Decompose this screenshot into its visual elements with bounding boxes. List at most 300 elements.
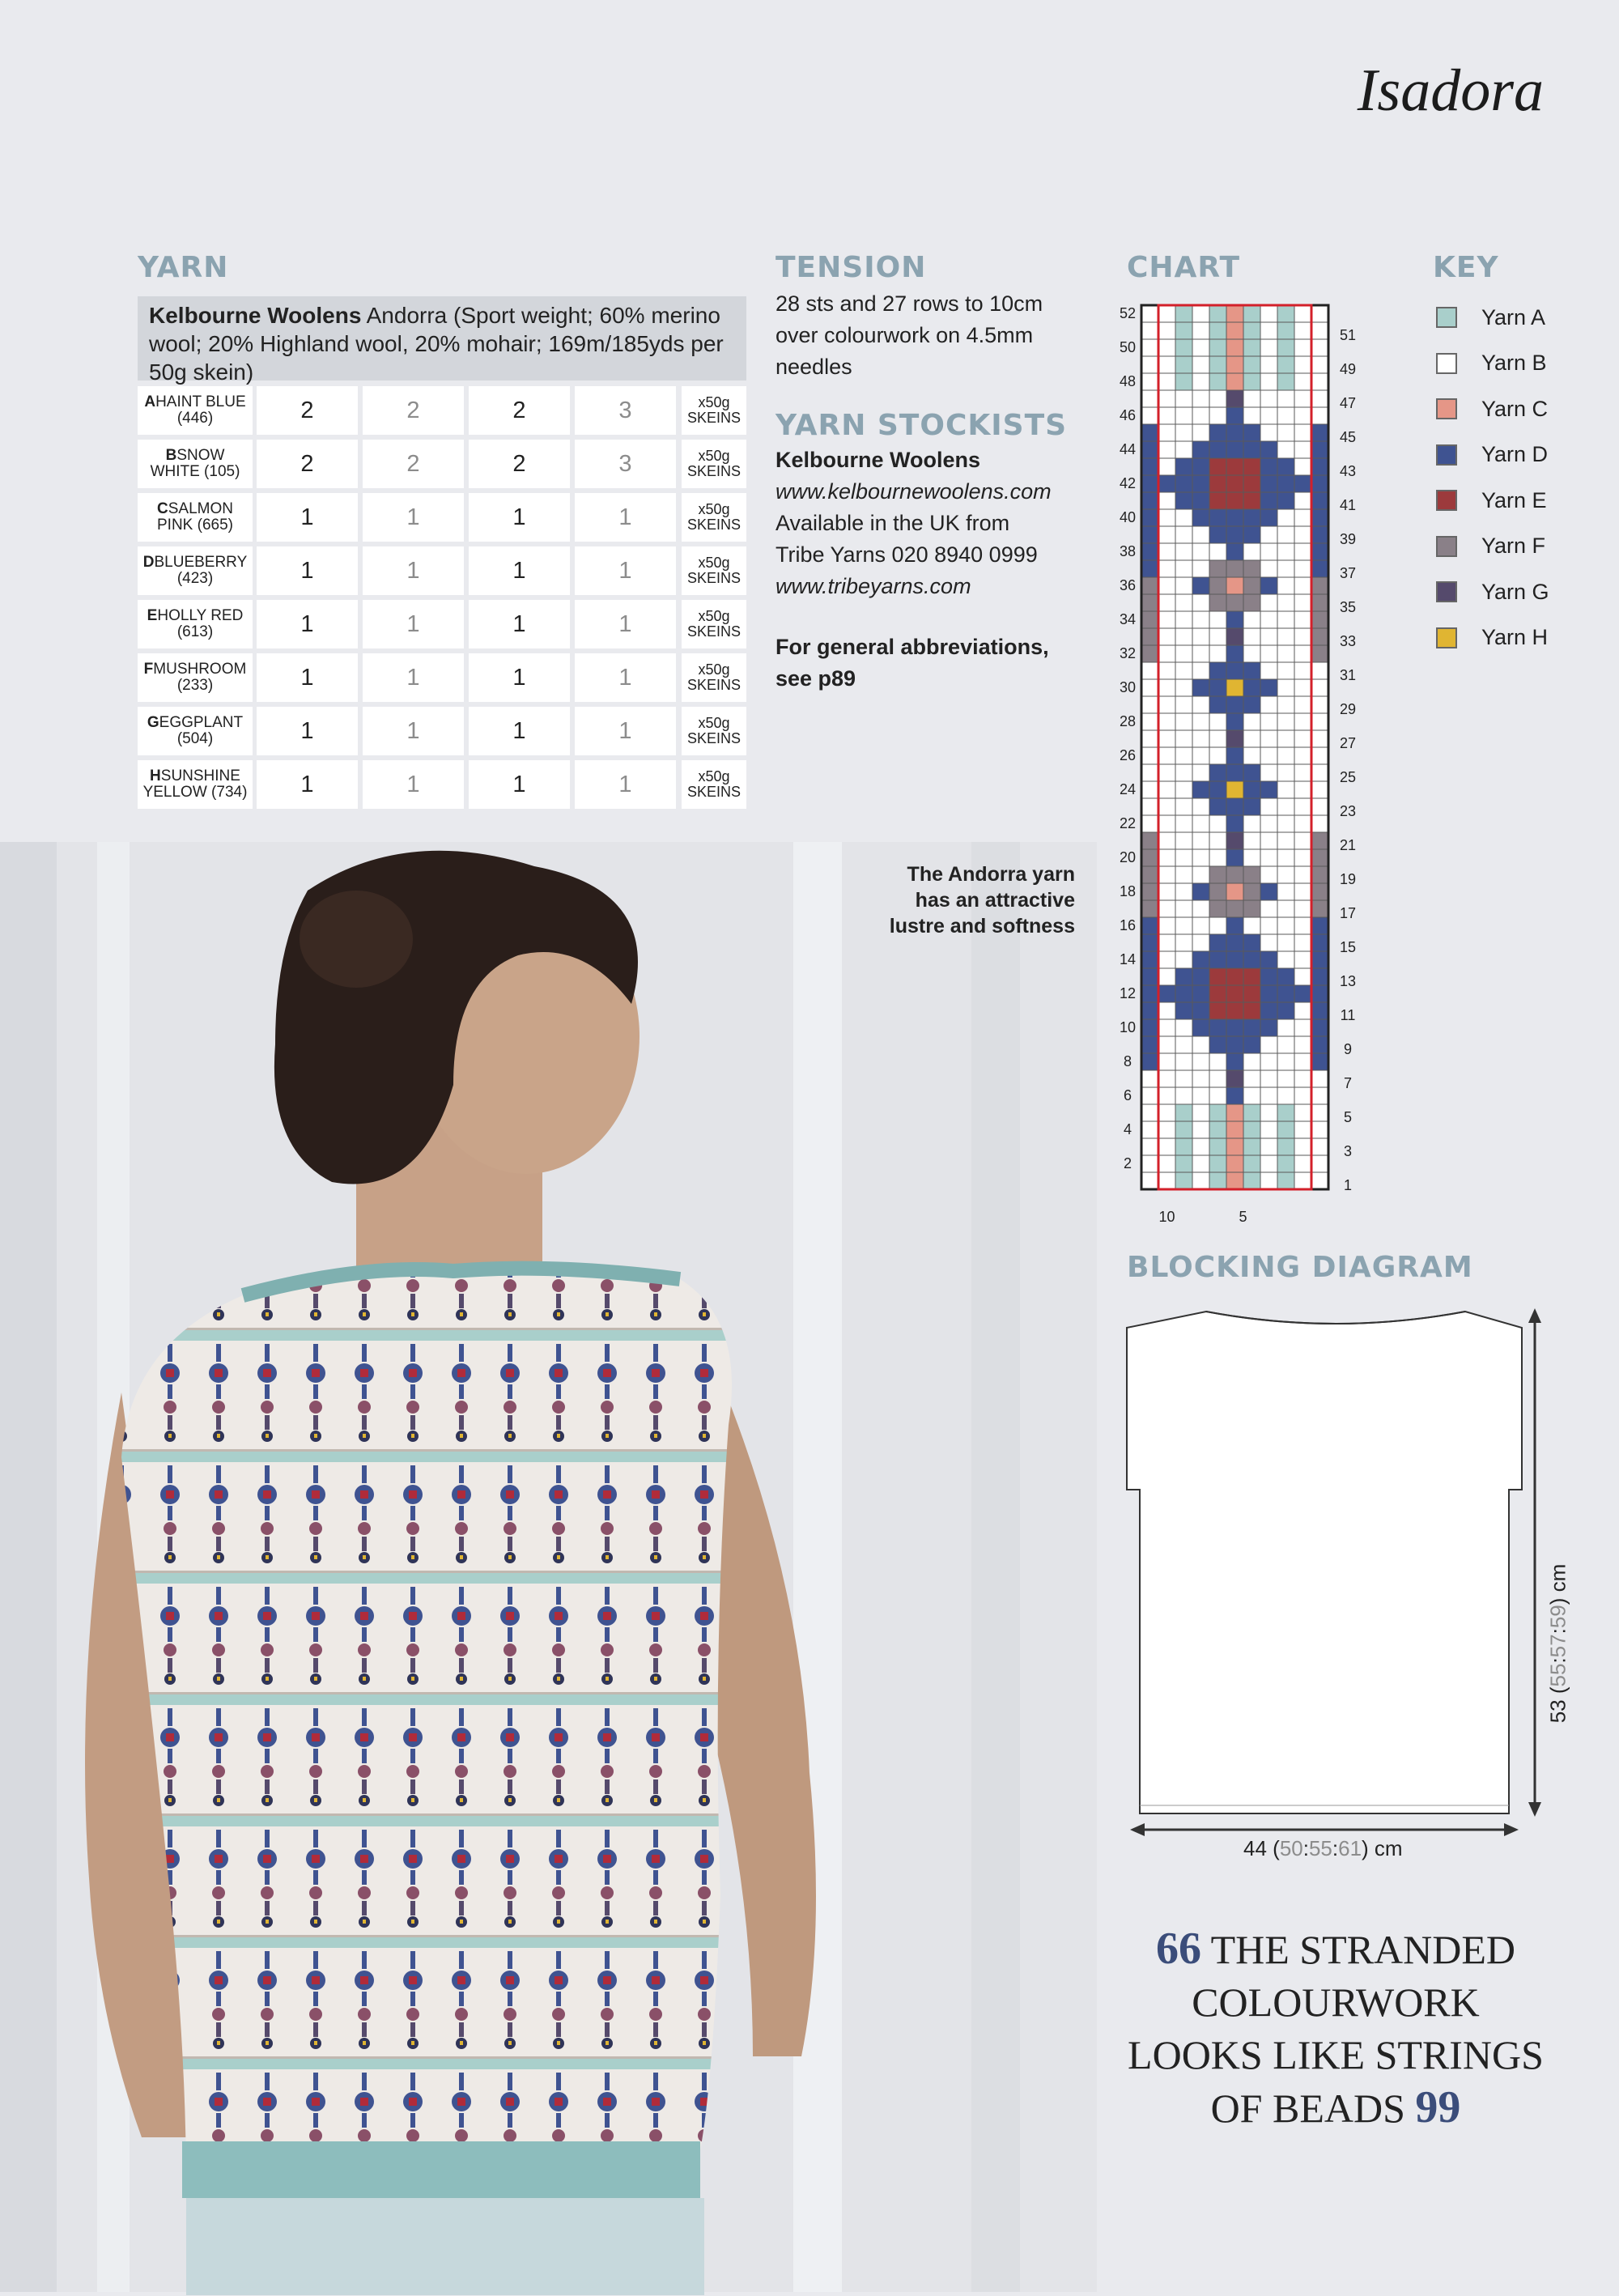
chart-stitch bbox=[1209, 373, 1226, 390]
chart-stitch bbox=[1226, 1121, 1243, 1138]
chart-stitch bbox=[1294, 951, 1311, 968]
chart-stitch bbox=[1158, 985, 1175, 1002]
chart-stitch bbox=[1294, 509, 1311, 526]
chart-stitch bbox=[1243, 1138, 1260, 1155]
chart-stitch bbox=[1192, 305, 1209, 322]
chart-stitch bbox=[1209, 475, 1226, 492]
chart-stitch bbox=[1294, 628, 1311, 645]
yarn-quantity: 1 bbox=[363, 760, 464, 809]
chart-stitch bbox=[1243, 305, 1260, 322]
chart-stitch bbox=[1158, 441, 1175, 458]
chart-stitch bbox=[1311, 1121, 1328, 1138]
colour-swatch bbox=[1436, 490, 1457, 511]
chart-stitch bbox=[1158, 1172, 1175, 1189]
key-label: Yarn G bbox=[1481, 579, 1549, 604]
chart-stitch bbox=[1260, 1002, 1277, 1019]
yarn-code: (446) bbox=[176, 410, 214, 427]
chart-stitch bbox=[1243, 951, 1260, 968]
yarn-quantity: 1 bbox=[363, 546, 464, 595]
chart-stitch bbox=[1141, 917, 1158, 934]
chart-stitch bbox=[1141, 781, 1158, 798]
chart-stitch bbox=[1294, 492, 1311, 509]
chart-stitch bbox=[1158, 577, 1175, 594]
chart-stitch bbox=[1192, 866, 1209, 883]
chart-stitch bbox=[1226, 1070, 1243, 1087]
chart-stitch bbox=[1294, 1087, 1311, 1104]
chart-stitch bbox=[1175, 1155, 1192, 1172]
chart-stitch bbox=[1311, 917, 1328, 934]
dim-part: : bbox=[1302, 1836, 1309, 1860]
chart-stitch bbox=[1294, 781, 1311, 798]
chart-stitch bbox=[1260, 492, 1277, 509]
chart-stitch bbox=[1175, 492, 1192, 509]
chart-stitch bbox=[1277, 1121, 1294, 1138]
chart-stitch bbox=[1277, 628, 1294, 645]
chart-stitch bbox=[1277, 356, 1294, 373]
yarn-colour-name bbox=[138, 440, 253, 488]
chart-stitch bbox=[1243, 356, 1260, 373]
chart-stitch bbox=[1277, 951, 1294, 968]
chart-stitch bbox=[1260, 1070, 1277, 1087]
chart-stitch bbox=[1243, 577, 1260, 594]
chart-stitch bbox=[1294, 475, 1311, 492]
chart-stitch bbox=[1158, 1155, 1175, 1172]
chart-stitch bbox=[1260, 985, 1277, 1002]
chart-stitch bbox=[1277, 611, 1294, 628]
chart-stitch bbox=[1260, 424, 1277, 441]
chart-stitch bbox=[1243, 526, 1260, 543]
chart-stitch bbox=[1158, 968, 1175, 985]
tension-line: 28 sts and 27 rows to 10cm bbox=[776, 291, 1043, 316]
chart-row-label: 12 bbox=[1119, 984, 1137, 1001]
caption-line: The Andorra yarn bbox=[907, 863, 1075, 886]
chart-stitch bbox=[1141, 730, 1158, 747]
chart-stitch bbox=[1294, 1002, 1311, 1019]
table-row bbox=[138, 386, 746, 435]
chart-stitch bbox=[1192, 1121, 1209, 1138]
colour-swatch bbox=[1436, 581, 1457, 602]
chart-stitch bbox=[1158, 832, 1175, 849]
chart-stitch bbox=[1260, 441, 1277, 458]
chart-stitch bbox=[1158, 1104, 1175, 1121]
chart-stitch bbox=[1260, 356, 1277, 373]
chart-stitch bbox=[1243, 424, 1260, 441]
chart-stitch bbox=[1158, 305, 1175, 322]
chart-stitch bbox=[1294, 713, 1311, 730]
chart-stitch bbox=[1141, 883, 1158, 900]
chart-row-label: 18 bbox=[1119, 882, 1137, 899]
yarn-unit: x50g SKEINS bbox=[682, 440, 746, 488]
chart-stitch bbox=[1175, 934, 1192, 951]
chart-stitch bbox=[1175, 305, 1192, 322]
chart-stitch bbox=[1311, 526, 1328, 543]
yarn-quantity: 3 bbox=[575, 440, 676, 488]
chart-stitch bbox=[1294, 764, 1311, 781]
chart-stitch bbox=[1175, 730, 1192, 747]
yarn-name: HOLLY RED bbox=[157, 607, 244, 624]
chart-stitch bbox=[1311, 781, 1328, 798]
yarn-quantity: 1 bbox=[363, 600, 464, 648]
abbrev-line: see p89 bbox=[776, 666, 856, 691]
chart-stitch bbox=[1277, 424, 1294, 441]
model-photo-illustration bbox=[0, 842, 1097, 2292]
chart-stitch bbox=[1209, 628, 1226, 645]
chart-stitch bbox=[1311, 492, 1328, 509]
chart-row-label: 11 bbox=[1340, 1006, 1356, 1023]
stockist-line: Tribe Yarns 020 8940 0999 bbox=[776, 542, 1038, 567]
chart-stitch bbox=[1209, 1138, 1226, 1155]
chart-stitch bbox=[1311, 645, 1328, 662]
chart-stitch bbox=[1226, 407, 1243, 424]
chart-row-label: 13 bbox=[1339, 972, 1357, 989]
chart-stitch bbox=[1277, 509, 1294, 526]
chart-stitch bbox=[1294, 356, 1311, 373]
chart-stitch bbox=[1260, 322, 1277, 339]
yarn-letter: C bbox=[157, 500, 168, 517]
table-row bbox=[138, 600, 746, 648]
chart-stitch bbox=[1209, 934, 1226, 951]
chart-stitch bbox=[1141, 577, 1158, 594]
chart-stitch bbox=[1277, 475, 1294, 492]
chart-stitch bbox=[1192, 628, 1209, 645]
chart-stitch bbox=[1277, 594, 1294, 611]
chart-stitch bbox=[1311, 900, 1328, 917]
chart-stitch bbox=[1158, 645, 1175, 662]
chart-stitch bbox=[1226, 934, 1243, 951]
chart-stitch bbox=[1226, 322, 1243, 339]
chart-stitch bbox=[1175, 1087, 1192, 1104]
chart-stitch bbox=[1243, 934, 1260, 951]
yarn-quantity: 2 bbox=[363, 440, 464, 488]
chart-stitch bbox=[1311, 934, 1328, 951]
chart-stitch bbox=[1226, 1104, 1243, 1121]
chart-stitch bbox=[1209, 866, 1226, 883]
chart-stitch bbox=[1141, 356, 1158, 373]
chart-stitch bbox=[1277, 492, 1294, 509]
dim-part: ) cm bbox=[1362, 1836, 1403, 1860]
chart-stitch bbox=[1243, 407, 1260, 424]
colour-swatch bbox=[1436, 444, 1457, 466]
chart-stitch bbox=[1192, 424, 1209, 441]
chart-stitch bbox=[1209, 611, 1226, 628]
chart-stitch bbox=[1158, 798, 1175, 815]
chart-stitch bbox=[1277, 968, 1294, 985]
chart-stitch bbox=[1243, 645, 1260, 662]
chart-row-label: 48 bbox=[1119, 372, 1137, 389]
chart-stitch bbox=[1294, 917, 1311, 934]
chart-stitch bbox=[1209, 577, 1226, 594]
chart-stitch bbox=[1311, 764, 1328, 781]
chart-stitch bbox=[1175, 1053, 1192, 1070]
chart-stitch bbox=[1243, 1155, 1260, 1172]
chart-stitch bbox=[1260, 543, 1277, 560]
chart-stitch bbox=[1311, 883, 1328, 900]
chart-stitch bbox=[1260, 305, 1277, 322]
yarn-name: SNOW bbox=[176, 447, 225, 464]
yarn-letter: G bbox=[147, 714, 159, 731]
chart-stitch bbox=[1277, 543, 1294, 560]
chart-stitch bbox=[1226, 764, 1243, 781]
chart-stitch bbox=[1294, 424, 1311, 441]
chart-stitch bbox=[1243, 917, 1260, 934]
chart-stitch bbox=[1158, 322, 1175, 339]
stockist-url[interactable]: www.kelbournewoolens.com bbox=[776, 479, 1052, 504]
chart-stitch bbox=[1226, 883, 1243, 900]
chart-stitch bbox=[1311, 424, 1328, 441]
yarn-unit: x50g SKEINS bbox=[682, 546, 746, 595]
chart-stitch bbox=[1277, 1155, 1294, 1172]
colour-swatch bbox=[1436, 627, 1457, 648]
table-row bbox=[138, 653, 746, 702]
chart-stitch bbox=[1192, 611, 1209, 628]
chart-stitch bbox=[1158, 611, 1175, 628]
chart-row-label: 10 bbox=[1119, 1018, 1137, 1035]
abbreviations-note bbox=[776, 631, 1049, 695]
chart-stitch bbox=[1158, 883, 1175, 900]
chart-stitch bbox=[1311, 1138, 1328, 1155]
yarn-code: (613) bbox=[176, 623, 214, 640]
chart-row-label: 24 bbox=[1119, 780, 1137, 797]
chart-stitch bbox=[1141, 1155, 1158, 1172]
chart-row-label: 38 bbox=[1119, 542, 1137, 559]
chart-stitch bbox=[1192, 764, 1209, 781]
chart-stitch bbox=[1226, 781, 1243, 798]
chart-stitch bbox=[1209, 883, 1226, 900]
chart-stitch bbox=[1158, 1053, 1175, 1070]
chart-stitch bbox=[1277, 339, 1294, 356]
chart-stitch bbox=[1277, 798, 1294, 815]
chart-stitch bbox=[1175, 509, 1192, 526]
chart-stitch bbox=[1311, 662, 1328, 679]
yarn-letter: A bbox=[144, 393, 156, 410]
chart-stitch bbox=[1209, 730, 1226, 747]
chart-row-label: 49 bbox=[1339, 360, 1357, 377]
chart-stitch bbox=[1175, 1002, 1192, 1019]
chart-stitch bbox=[1209, 1121, 1226, 1138]
chart-stitch bbox=[1294, 407, 1311, 424]
table-row bbox=[138, 707, 746, 755]
chart-stitch bbox=[1175, 424, 1192, 441]
chart-stitch bbox=[1226, 492, 1243, 509]
chart-stitch bbox=[1158, 866, 1175, 883]
chart-stitch bbox=[1158, 747, 1175, 764]
chart-stitch bbox=[1175, 1070, 1192, 1087]
chart-stitch bbox=[1141, 968, 1158, 985]
colour-swatch bbox=[1436, 536, 1457, 557]
chart-stitch bbox=[1141, 815, 1158, 832]
chart-stitch bbox=[1141, 1138, 1158, 1155]
chart-stitch bbox=[1260, 934, 1277, 951]
chart-stitch bbox=[1311, 1002, 1328, 1019]
chart-stitch bbox=[1209, 917, 1226, 934]
chart-stitch bbox=[1260, 628, 1277, 645]
chart-stitch bbox=[1175, 798, 1192, 815]
chart-stitch bbox=[1141, 322, 1158, 339]
chart-stitch bbox=[1277, 1053, 1294, 1070]
chart-stitch bbox=[1277, 1087, 1294, 1104]
chart-stitch bbox=[1294, 883, 1311, 900]
chart-stitch bbox=[1277, 781, 1294, 798]
chart-stitch bbox=[1260, 458, 1277, 475]
chart-stitch bbox=[1260, 526, 1277, 543]
chart-row-label: 28 bbox=[1119, 712, 1137, 729]
chart-stitch bbox=[1260, 968, 1277, 985]
photo-caption bbox=[874, 861, 1075, 939]
chart-stitch bbox=[1209, 1002, 1226, 1019]
chart-stitch bbox=[1294, 798, 1311, 815]
chart-stitch bbox=[1277, 900, 1294, 917]
yarn-quantity: 1 bbox=[575, 600, 676, 648]
chart-stitch bbox=[1311, 305, 1328, 322]
chart-stitch bbox=[1175, 900, 1192, 917]
chart-stitch bbox=[1294, 1070, 1311, 1087]
chart-stitch bbox=[1209, 390, 1226, 407]
chart-stitch bbox=[1192, 1172, 1209, 1189]
chart-row-label: 39 bbox=[1339, 530, 1357, 547]
chart-stitch bbox=[1175, 679, 1192, 696]
key-heading: KEY bbox=[1433, 251, 1499, 284]
chart-stitch bbox=[1277, 577, 1294, 594]
garment-photo bbox=[0, 842, 1097, 2292]
chart-stitch bbox=[1192, 951, 1209, 968]
chart-stitch bbox=[1158, 1121, 1175, 1138]
chart-row-label: 19 bbox=[1339, 870, 1357, 887]
yarn-quantity: 1 bbox=[469, 546, 570, 595]
chart-stitch bbox=[1209, 1172, 1226, 1189]
chart-stitch bbox=[1141, 985, 1158, 1002]
chart-stitch bbox=[1175, 356, 1192, 373]
chart-stitch bbox=[1311, 713, 1328, 730]
chart-stitch bbox=[1311, 509, 1328, 526]
chart-stitch bbox=[1260, 866, 1277, 883]
chart-stitch bbox=[1260, 645, 1277, 662]
chart-stitch bbox=[1209, 679, 1226, 696]
chart-stitch bbox=[1294, 390, 1311, 407]
chart-stitch bbox=[1260, 679, 1277, 696]
tension-text bbox=[776, 288, 1043, 383]
chart-stitch bbox=[1277, 526, 1294, 543]
chart-stitch bbox=[1226, 662, 1243, 679]
chart-row-label: 16 bbox=[1119, 916, 1137, 933]
chart-stitch bbox=[1209, 458, 1226, 475]
chart-stitch bbox=[1277, 390, 1294, 407]
chart-stitch bbox=[1141, 1053, 1158, 1070]
chart-stitch bbox=[1277, 730, 1294, 747]
chart-stitch bbox=[1158, 1138, 1175, 1155]
chart-stitch bbox=[1226, 815, 1243, 832]
chart-row-label: 46 bbox=[1119, 406, 1137, 423]
chart-stitch bbox=[1175, 407, 1192, 424]
chart-stitch bbox=[1209, 441, 1226, 458]
chart-stitch bbox=[1158, 934, 1175, 951]
chart-stitch bbox=[1209, 713, 1226, 730]
yarn-heading: YARN bbox=[138, 251, 229, 284]
chart-stitch bbox=[1311, 1036, 1328, 1053]
chart-stitch bbox=[1277, 713, 1294, 730]
chart-stitch bbox=[1243, 764, 1260, 781]
chart-stitch bbox=[1294, 985, 1311, 1002]
chart-stitch bbox=[1141, 390, 1158, 407]
chart-row-label: 43 bbox=[1339, 462, 1357, 479]
chart-stitch bbox=[1311, 798, 1328, 815]
chart-row-label: 2 bbox=[1123, 1154, 1132, 1171]
chart-stitch bbox=[1192, 832, 1209, 849]
chart-stitch bbox=[1209, 849, 1226, 866]
chart-stitch bbox=[1175, 1104, 1192, 1121]
yarn-name: EGGPLANT bbox=[159, 714, 244, 731]
chart-stitch bbox=[1311, 951, 1328, 968]
chart-stitch bbox=[1175, 441, 1192, 458]
chart-stitch bbox=[1192, 509, 1209, 526]
yarn-letter: D bbox=[142, 554, 155, 571]
chart-stitch bbox=[1209, 645, 1226, 662]
yarn-quantity: 1 bbox=[363, 493, 464, 542]
chart-col-label: 10 bbox=[1158, 1209, 1175, 1225]
yarn-unit: x50g SKEINS bbox=[682, 760, 746, 809]
dim-part: 61 bbox=[1338, 1836, 1362, 1860]
colour-swatch bbox=[1436, 353, 1457, 374]
chart-stitch bbox=[1209, 781, 1226, 798]
yarn-colour-name bbox=[138, 386, 253, 435]
chart-row-label: 1 bbox=[1343, 1176, 1353, 1193]
chart-stitch bbox=[1294, 305, 1311, 322]
chart-stitch bbox=[1192, 441, 1209, 458]
chart-stitch bbox=[1175, 458, 1192, 475]
yarn-quantity: 1 bbox=[257, 760, 358, 809]
chart-stitch bbox=[1260, 849, 1277, 866]
chart-stitch bbox=[1243, 883, 1260, 900]
chart-stitch bbox=[1277, 985, 1294, 1002]
chart-stitch bbox=[1294, 577, 1311, 594]
chart-row-label: 36 bbox=[1119, 576, 1137, 593]
chart-stitch bbox=[1277, 883, 1294, 900]
chart-row-label: 4 bbox=[1123, 1120, 1132, 1137]
quote-line: COLOURWORK bbox=[1192, 1979, 1480, 2025]
chart-stitch bbox=[1226, 339, 1243, 356]
chart-stitch bbox=[1192, 390, 1209, 407]
chart-stitch bbox=[1175, 577, 1192, 594]
chart-stitch bbox=[1311, 679, 1328, 696]
chart-stitch bbox=[1243, 679, 1260, 696]
chart-stitch bbox=[1141, 611, 1158, 628]
chart-stitch bbox=[1192, 968, 1209, 985]
chart-stitch bbox=[1226, 900, 1243, 917]
chart-stitch bbox=[1294, 526, 1311, 543]
chart-stitch bbox=[1141, 866, 1158, 883]
chart-stitch bbox=[1243, 1019, 1260, 1036]
chart-stitch bbox=[1141, 662, 1158, 679]
chart-stitch bbox=[1260, 798, 1277, 815]
chart-stitch bbox=[1311, 1019, 1328, 1036]
tension-heading: TENSION bbox=[776, 251, 927, 284]
chart-stitch bbox=[1311, 543, 1328, 560]
chart-row-label: 23 bbox=[1339, 802, 1357, 819]
chart-stitch bbox=[1311, 849, 1328, 866]
stockist-url[interactable]: www.tribeyarns.com bbox=[776, 574, 971, 598]
key-label: Yarn A bbox=[1481, 304, 1546, 330]
chart-stitch bbox=[1141, 441, 1158, 458]
yarn-details: Andorra (Sport weight; 60% merino wool; 20% Highland wool, 20% mohair; 169m/185yds per 50g skein) bbox=[149, 303, 724, 385]
chart-stitch bbox=[1260, 407, 1277, 424]
chart-stitch bbox=[1192, 1087, 1209, 1104]
height-measurement bbox=[1546, 1564, 1571, 1724]
chart-row-label: 51 bbox=[1339, 326, 1357, 343]
chart-stitch bbox=[1175, 917, 1192, 934]
chart-stitch bbox=[1311, 1155, 1328, 1172]
chart-stitch bbox=[1141, 798, 1158, 815]
chart-row-label: 22 bbox=[1119, 814, 1137, 831]
chart-stitch bbox=[1226, 526, 1243, 543]
